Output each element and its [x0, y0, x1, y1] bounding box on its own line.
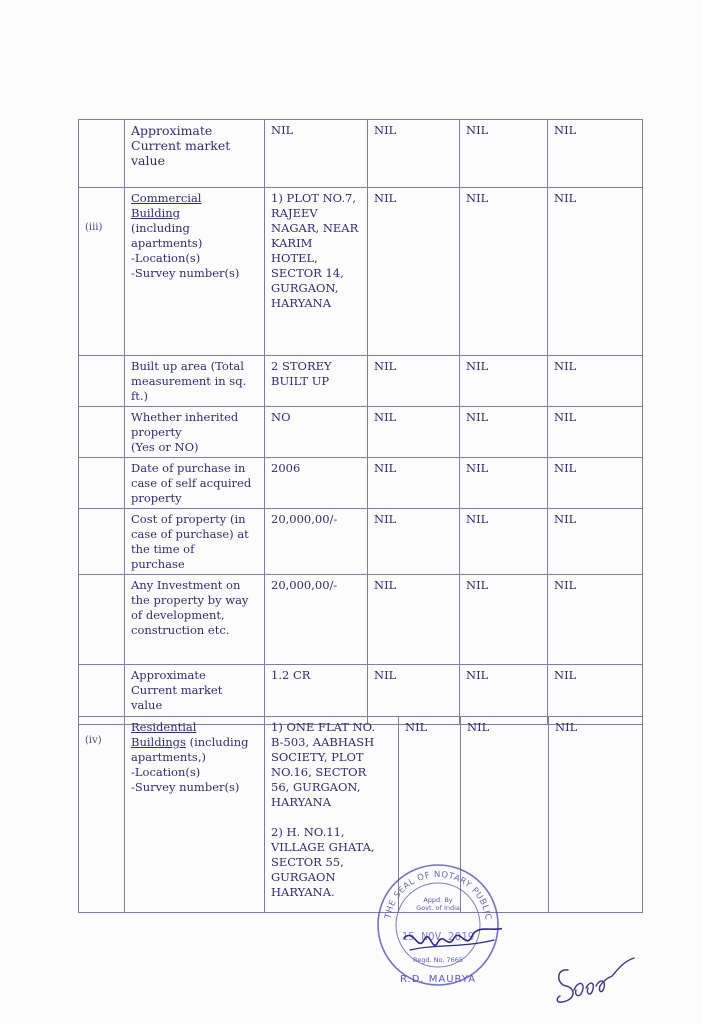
value-cell: 1.2 CR	[265, 665, 368, 725]
value-cell: NIL	[460, 665, 548, 725]
table-row	[79, 188, 643, 356]
value-cell: NIL	[548, 356, 643, 407]
label-line: Cost of property (in	[131, 512, 246, 526]
row-label	[125, 356, 265, 407]
table-row	[79, 575, 643, 665]
value-cell: NIL	[460, 458, 548, 509]
row-label	[125, 575, 265, 665]
value-cell: NIL	[461, 717, 549, 913]
label-line: (including	[131, 221, 190, 235]
table-row	[79, 509, 643, 575]
row-label	[125, 120, 265, 188]
value-cell: NIL	[548, 120, 643, 188]
label-line: the time of	[131, 542, 195, 556]
value-cell: NIL	[368, 575, 460, 665]
row-label	[125, 407, 265, 458]
property-table-residential	[78, 716, 643, 913]
value-cell: 1) ONE FLAT NO. B-503, AABHASH SOCIETY, PLOT NO.16, SECTOR 56, GURGAON, HARYANA 2) H. NO.11, VILLAGE GHATA, SECTOR 55, GURGAON HARYANA.	[265, 717, 399, 913]
row-label	[125, 509, 265, 575]
value-cell: NIL	[460, 575, 548, 665]
table-row	[79, 356, 643, 407]
label-line: construction etc.	[131, 623, 230, 637]
label-line: Approximate	[131, 123, 213, 138]
label-line: the property by way	[131, 593, 249, 607]
label-line: ft.)	[131, 389, 149, 403]
value-cell: 20,000,00/-	[265, 509, 368, 575]
label-line: value	[131, 153, 165, 168]
value-cell: NIL	[548, 407, 643, 458]
row-number: (iii)	[79, 188, 125, 356]
value-cell: NIL	[460, 356, 548, 407]
seal-regn: Regd. No. 7665	[412, 956, 464, 964]
label-line: (Yes or NO)	[131, 440, 199, 454]
row-label	[125, 458, 265, 509]
value-cell: NIL	[399, 717, 461, 913]
value-cell: NO	[265, 407, 368, 458]
label-line: (including	[185, 735, 249, 749]
value-cell: NIL	[368, 665, 460, 725]
table-row	[79, 458, 643, 509]
value-cell: NIL	[368, 458, 460, 509]
row-number	[79, 356, 125, 407]
value-cell: NIL	[548, 575, 643, 665]
label-line: -Location(s)	[131, 251, 201, 265]
label-line: -Location(s)	[131, 765, 201, 779]
label-line: case of self acquired	[131, 476, 252, 490]
row-number: (iv)	[79, 717, 125, 913]
value-cell: NIL	[548, 458, 643, 509]
table-row	[79, 407, 643, 458]
value-cell: NIL	[368, 407, 460, 458]
value-cell: 20,000,00/-	[265, 575, 368, 665]
label-line: -Survey number(s)	[131, 266, 240, 280]
label-line: Any Investment on	[131, 578, 241, 592]
row-number	[79, 575, 125, 665]
table-row	[79, 717, 643, 913]
seal-top-text: THE SEAL OF NOTARY PUBLIC	[383, 869, 493, 922]
notary-seal-stamp	[374, 858, 502, 992]
value-cell: NIL	[549, 717, 643, 913]
handwritten-signature	[552, 950, 642, 1010]
value-cell: NIL	[460, 509, 548, 575]
value-cell: 2006	[265, 458, 368, 509]
row-number	[79, 458, 125, 509]
value-cell: NIL	[460, 188, 548, 356]
label-line: Building	[131, 206, 181, 220]
label-line: Commercial	[131, 191, 202, 205]
label-line: -Survey number(s)	[131, 780, 240, 794]
label-underlined: Residential	[131, 720, 197, 734]
label-line: of development,	[131, 608, 225, 622]
value-cell: NIL	[548, 188, 643, 356]
row-number	[79, 509, 125, 575]
seal-appointment-line: Govt. of India	[416, 904, 460, 912]
label-line: Built up area (Total	[131, 359, 244, 373]
label-line: property	[131, 491, 182, 505]
value-cell: 1) PLOT NO.7, RAJEEV NAGAR, NEAR KARIM HOTEL, SECTOR 14, GURGAON, HARYANA	[265, 188, 368, 356]
row-number	[79, 407, 125, 458]
label-line: value	[131, 698, 163, 712]
value-cell: NIL	[368, 509, 460, 575]
value-cell: NIL	[368, 188, 460, 356]
label-line: case of purchase) at	[131, 527, 249, 541]
label-line: apartments)	[131, 236, 203, 250]
label-line: property	[131, 425, 182, 439]
label-line: Whether inherited	[131, 410, 239, 424]
table-row	[79, 120, 643, 188]
label-line: apartments,)	[131, 750, 206, 764]
value-cell: NIL	[368, 356, 460, 407]
value-cell: NIL	[368, 120, 460, 188]
value-cell: 2 STOREY BUILT UP	[265, 356, 368, 407]
label-line: Current market	[131, 138, 231, 153]
value-cell: NIL	[460, 407, 548, 458]
label-line: Current market	[131, 683, 223, 697]
label-line: Date of purchase in	[131, 461, 246, 475]
value-cell: NIL	[265, 120, 368, 188]
row-label	[125, 717, 265, 913]
label-line: purchase	[131, 557, 185, 571]
value-cell: NIL	[548, 509, 643, 575]
label-underlined: Buildings	[131, 735, 186, 749]
seal-appointment-line: Appd. By	[423, 896, 453, 904]
value-cell: NIL	[548, 665, 643, 725]
property-table-commercial	[78, 119, 643, 725]
label-line: measurement in sq.	[131, 374, 247, 388]
row-number	[79, 120, 125, 188]
row-label	[125, 188, 265, 356]
seal-date: 15 NOV 2019	[401, 930, 475, 943]
label-line: Approximate	[131, 668, 206, 682]
seal-name: R.D. MAURYA	[399, 974, 477, 985]
value-cell: NIL	[460, 120, 548, 188]
